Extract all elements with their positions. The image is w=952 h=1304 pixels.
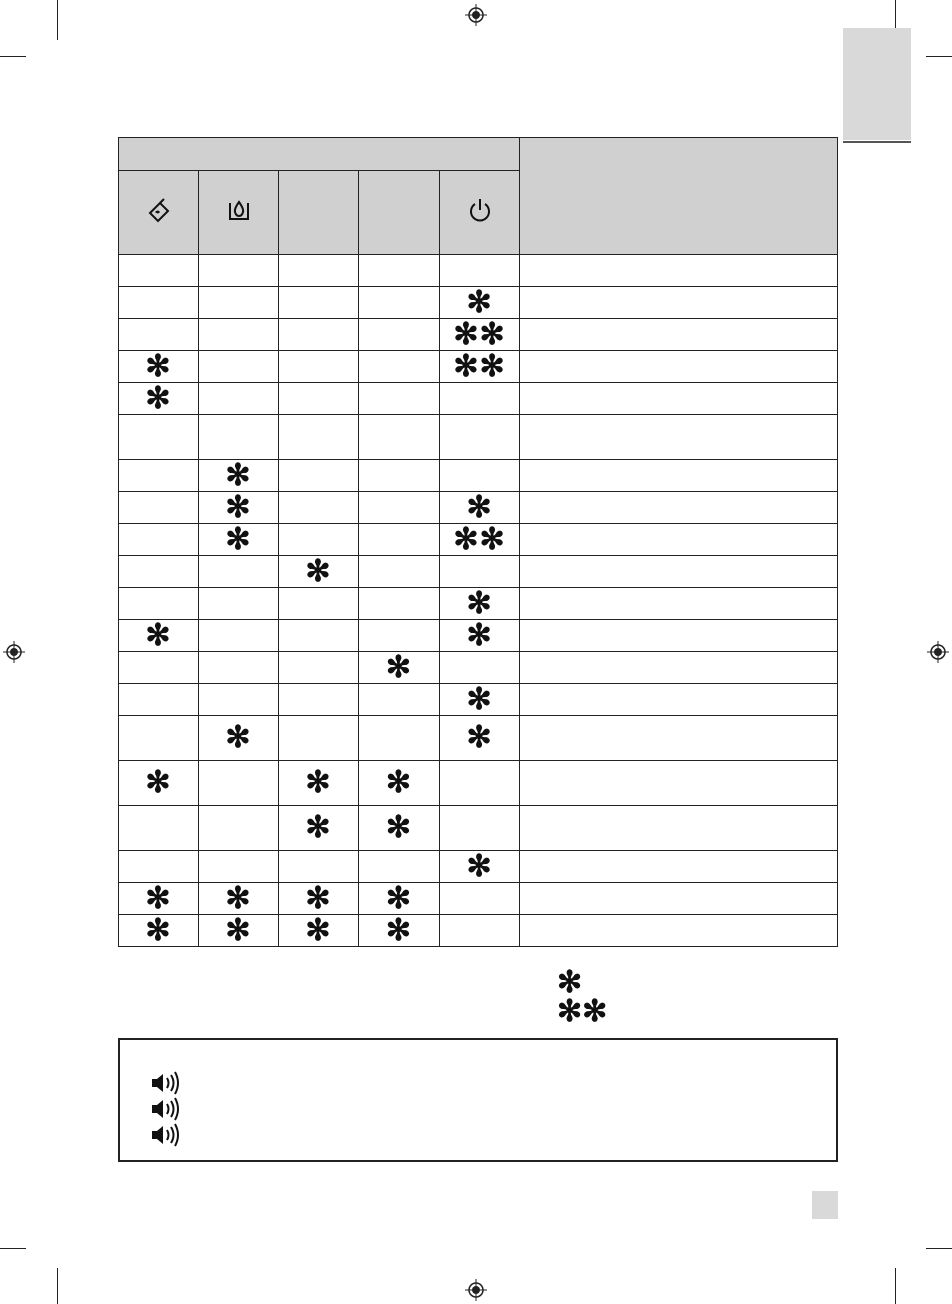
indicator-cell [199, 319, 279, 351]
indicator-cell [279, 524, 359, 556]
table-row [119, 620, 838, 652]
legend-single-blink: ✻ [557, 966, 583, 999]
indicator-cell [440, 761, 520, 806]
indicator-cell [279, 761, 359, 806]
blink-mark: ✻ [385, 650, 413, 684]
blink-mark: ✻ [225, 522, 252, 556]
speaker-icon [150, 1123, 180, 1147]
indicator-cell [199, 588, 279, 620]
meaning-cell [520, 806, 838, 851]
indicator-cell [279, 716, 359, 761]
blink-mark: ✻✻ [453, 317, 506, 351]
indicator-cell [279, 492, 359, 524]
indicator-cell [440, 652, 520, 684]
meaning-header [520, 138, 838, 255]
indicator-cell [119, 806, 199, 851]
section-tab-rule [843, 141, 911, 143]
table-row [119, 415, 838, 460]
indicator-cell [119, 383, 199, 415]
blink-mark: ✻ [305, 766, 332, 799]
crop-mark [0, 1248, 26, 1249]
table-row [119, 851, 838, 883]
indicator-cell [119, 556, 199, 588]
indicator-cell [119, 588, 199, 620]
indicator-cell [279, 556, 359, 588]
blink-mark: ✻ [385, 766, 413, 799]
indicator-cell [279, 383, 359, 415]
blink-mark: ✻ [466, 618, 493, 652]
blink-mark: ✻✻ [453, 349, 506, 383]
table-row [119, 319, 838, 351]
registration-mark-icon [465, 1279, 487, 1301]
water-tank-icon [226, 197, 252, 223]
indicator-cell [279, 319, 359, 351]
indicator-cell [279, 851, 359, 883]
indicator-cell [119, 883, 199, 915]
indicator-cell [440, 319, 520, 351]
indicator-cell [359, 415, 440, 460]
blink-mark: ✻ [305, 881, 332, 915]
blink-mark: ✻ [145, 349, 172, 383]
table-row [119, 287, 838, 319]
indicator-cell [440, 415, 520, 460]
indicator-cell [199, 255, 279, 287]
indicators-header [119, 138, 520, 171]
meaning-cell [520, 415, 838, 460]
indicator-cell [359, 883, 440, 915]
indicator-cell [359, 351, 440, 383]
indicator-col-descale [119, 171, 199, 255]
indicator-cell [440, 287, 520, 319]
meaning-cell [520, 652, 838, 684]
table-row [119, 351, 838, 383]
legend-double-blink: ✻✻ [557, 995, 608, 1028]
indicator-cell [119, 492, 199, 524]
table-row [119, 652, 838, 684]
indicator-cell [199, 492, 279, 524]
blink-mark: ✻ [466, 849, 493, 883]
indicator-cell [199, 287, 279, 319]
meaning-cell [520, 556, 838, 588]
indicator-cell [119, 524, 199, 556]
blink-mark: ✻ [466, 490, 493, 524]
blink-mark: ✻ [225, 490, 252, 524]
indicator-cell [359, 851, 440, 883]
registration-mark-icon [927, 641, 949, 663]
indicator-cell [119, 761, 199, 806]
blink-mark: ✻ [466, 285, 493, 319]
indicator-cell [119, 620, 199, 652]
meaning-cell [520, 915, 838, 947]
table-row [119, 383, 838, 415]
crop-mark [0, 56, 26, 57]
indicator-cell [440, 684, 520, 716]
blink-mark: ✻ [385, 811, 413, 844]
page-number-box [812, 1191, 838, 1219]
meaning-cell [520, 524, 838, 556]
indicator-cell [119, 851, 199, 883]
blink-mark: ✻ [225, 913, 252, 947]
indicator-cell [279, 287, 359, 319]
meaning-cell [520, 851, 838, 883]
meaning-cell [520, 883, 838, 915]
table-row [119, 255, 838, 287]
indicator-cell [279, 588, 359, 620]
indicator-col-3 [279, 171, 359, 255]
indicator-cell [440, 806, 520, 851]
indicator-cell [119, 287, 199, 319]
indicator-cell [279, 460, 359, 492]
indicator-cell [279, 652, 359, 684]
meaning-cell [520, 588, 838, 620]
indicator-cell [440, 255, 520, 287]
crop-mark [926, 56, 952, 57]
meaning-cell [520, 351, 838, 383]
table-row [119, 915, 838, 947]
blink-mark: ✻ [466, 682, 493, 716]
indicator-cell [279, 883, 359, 915]
table-row [119, 761, 838, 806]
power-icon [467, 197, 493, 223]
registration-mark-icon [465, 4, 487, 26]
indicator-cell [359, 915, 440, 947]
indicator-col-water [199, 171, 279, 255]
indicator-cell [119, 319, 199, 351]
table-row [119, 524, 838, 556]
indicator-cell [359, 588, 440, 620]
blink-mark: ✻ [305, 811, 332, 844]
section-tab [843, 28, 911, 140]
blink-mark: ✻ [145, 381, 172, 415]
indicator-cell [359, 806, 440, 851]
blink-mark: ✻ [305, 913, 332, 947]
meaning-cell [520, 319, 838, 351]
indicator-cell [119, 652, 199, 684]
blink-mark: ✻ [225, 721, 252, 754]
table-row [119, 492, 838, 524]
blink-mark: ✻ [225, 881, 252, 915]
indicator-cell [440, 351, 520, 383]
indicator-cell [359, 716, 440, 761]
indicator-cell [199, 351, 279, 383]
indicator-cell [279, 415, 359, 460]
meaning-cell [520, 716, 838, 761]
blink-mark: ✻ [385, 881, 413, 915]
indicator-cell [119, 460, 199, 492]
table-row [119, 588, 838, 620]
indicator-cell [359, 255, 440, 287]
indicator-cell [119, 351, 199, 383]
indicator-cell [279, 351, 359, 383]
table-row [119, 716, 838, 761]
meaning-cell [520, 460, 838, 492]
descale-icon [146, 197, 172, 223]
indicator-cell [199, 883, 279, 915]
meaning-cell [520, 287, 838, 319]
indicator-cell [359, 319, 440, 351]
indicator-cell [440, 588, 520, 620]
meaning-cell [520, 383, 838, 415]
indicator-cell [199, 460, 279, 492]
indicator-cell [119, 684, 199, 716]
meaning-cell [520, 684, 838, 716]
indicator-table [118, 137, 838, 947]
indicator-cell [119, 415, 199, 460]
indicator-cell [359, 524, 440, 556]
speaker-icon [150, 1071, 180, 1095]
indicator-cell [359, 761, 440, 806]
blink-mark: ✻ [145, 618, 172, 652]
meaning-cell [520, 761, 838, 806]
crop-mark [57, 0, 58, 40]
indicator-cell [199, 415, 279, 460]
indicator-cell [440, 883, 520, 915]
indicator-cell [199, 716, 279, 761]
meaning-cell [520, 620, 838, 652]
indicator-cell [440, 620, 520, 652]
indicator-cell [279, 915, 359, 947]
indicator-cell [440, 851, 520, 883]
indicator-cell [279, 620, 359, 652]
meaning-cell [520, 492, 838, 524]
indicator-cell [199, 556, 279, 588]
indicator-cell [359, 287, 440, 319]
table-row [119, 684, 838, 716]
crop-mark [895, 1268, 896, 1304]
indicator-cell [199, 761, 279, 806]
meaning-cell [520, 255, 838, 287]
indicator-cell [119, 915, 199, 947]
indicator-cell [119, 255, 199, 287]
indicator-cell [279, 255, 359, 287]
indicator-cell [440, 556, 520, 588]
indicator-cell [199, 652, 279, 684]
blink-mark: ✻ [305, 554, 332, 588]
blink-mark: ✻ [385, 913, 413, 947]
indicator-cell [279, 806, 359, 851]
indicator-cell [359, 492, 440, 524]
blink-mark: ✻ [145, 913, 172, 947]
indicator-cell [199, 851, 279, 883]
indicator-cell [359, 620, 440, 652]
indicator-cell [199, 684, 279, 716]
indicator-cell [359, 652, 440, 684]
blink-mark: ✻ [145, 881, 172, 915]
indicator-cell [359, 460, 440, 492]
indicator-cell [199, 524, 279, 556]
indicator-cell [199, 383, 279, 415]
indicator-col-power [440, 171, 520, 255]
table-row [119, 556, 838, 588]
blink-mark: ✻✻ [453, 522, 506, 556]
indicator-cell [359, 556, 440, 588]
indicator-cell [279, 684, 359, 716]
blink-mark: ✻ [466, 721, 493, 754]
indicator-cell [440, 524, 520, 556]
indicator-cell [440, 492, 520, 524]
registration-mark-icon [3, 641, 25, 663]
indicator-cell [199, 620, 279, 652]
speaker-icon [150, 1097, 180, 1121]
indicator-cell [359, 684, 440, 716]
crop-mark [926, 1248, 952, 1249]
info-box [118, 1038, 838, 1162]
blink-mark: ✻ [145, 766, 172, 799]
blink-mark: ✻ [225, 458, 252, 492]
crop-mark [57, 1268, 58, 1304]
indicator-cell [119, 716, 199, 761]
indicator-cell [440, 460, 520, 492]
indicator-cell [359, 383, 440, 415]
table-row [119, 806, 838, 851]
indicator-cell [440, 383, 520, 415]
blink-mark: ✻ [466, 586, 493, 620]
indicator-cell [199, 915, 279, 947]
table-row [119, 883, 838, 915]
indicator-cell [440, 716, 520, 761]
indicator-col-4 [359, 171, 440, 255]
indicator-cell [199, 806, 279, 851]
indicator-cell [440, 915, 520, 947]
table-row [119, 460, 838, 492]
